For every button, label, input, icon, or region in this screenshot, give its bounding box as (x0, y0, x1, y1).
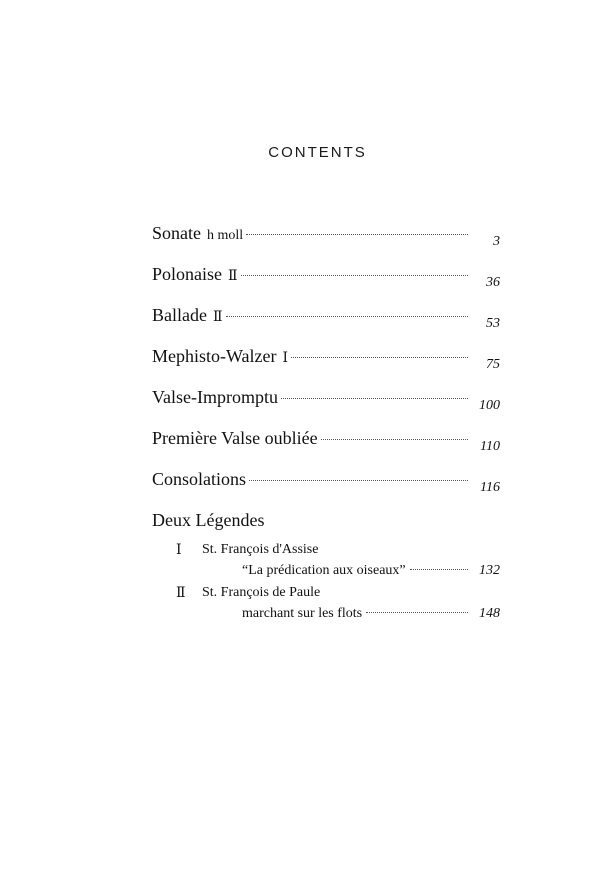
entry-title-text: Consolations (152, 469, 247, 489)
legende-line2 (242, 606, 500, 622)
toc-entry-premiere-valse-oubliee (152, 428, 500, 454)
legende-subtitle: “La prédication aux oiseaux” (242, 563, 406, 578)
entry-subtitle: Ⅱ (212, 310, 223, 325)
roman-numeral: Ⅱ (176, 586, 186, 601)
legende-line2 (242, 563, 500, 579)
dot-leader (249, 480, 468, 481)
toc-entry-consolations (152, 469, 500, 495)
page-number: 116 (480, 480, 500, 495)
dot-leader (246, 234, 468, 235)
toc-entry-title (152, 223, 243, 244)
entry-title-text: Mephisto-Walzer (152, 346, 277, 366)
section-title-deux-legendes: Deux Légendes (152, 510, 265, 530)
contents-heading: CONTENTS (268, 144, 367, 161)
page-number: 53 (486, 316, 500, 331)
dot-leader (410, 569, 468, 570)
entry-title-text: Première Valse oubliée (152, 428, 318, 448)
page-number: 110 (480, 439, 500, 454)
legende-title: St. François de Paule (202, 585, 321, 600)
entry-subtitle: h moll (207, 228, 244, 243)
toc-entry-sonate (152, 223, 500, 249)
page-number: 36 (486, 275, 500, 290)
legende-subtitle: marchant sur les flots (242, 606, 363, 621)
legende-line1 (176, 585, 500, 602)
legende-entry-2 (176, 585, 500, 622)
toc-entry-title (152, 264, 238, 285)
toc-entry-title (152, 346, 288, 367)
entry-title-text: Ballade (152, 305, 207, 325)
dot-leader (226, 316, 469, 317)
dot-leader (366, 612, 468, 613)
toc-entry-polonaise (152, 264, 500, 290)
page-number: 132 (479, 563, 500, 578)
page-number: 100 (479, 398, 500, 413)
toc-entry-title (152, 387, 278, 408)
toc-entry-valse-impromptu (152, 387, 500, 413)
dot-leader (291, 357, 468, 358)
legende-entry-1 (176, 542, 500, 579)
entry-subtitle: Ⅰ (282, 351, 289, 366)
toc-entry-ballade (152, 305, 500, 331)
dot-leader (321, 439, 468, 440)
entry-title-text: Valse-Impromptu (152, 387, 278, 407)
legende-title: St. François d'Assise (202, 542, 319, 557)
toc-entry-title (152, 305, 223, 326)
toc-entry-title (152, 428, 318, 449)
dot-leader (241, 275, 468, 276)
entry-title-text: Sonate (152, 223, 201, 243)
page-number: 148 (479, 606, 500, 621)
dot-leader (281, 398, 468, 399)
legende-line1 (176, 542, 500, 559)
entry-title-text: Polonaise (152, 264, 222, 284)
roman-numeral: Ⅰ (176, 543, 182, 558)
page-number: 75 (486, 357, 500, 372)
toc-entry-title (152, 469, 246, 490)
page-number: 3 (493, 234, 500, 249)
entry-subtitle: Ⅱ (228, 269, 238, 284)
toc-entry-mephisto-walzer (152, 346, 500, 372)
